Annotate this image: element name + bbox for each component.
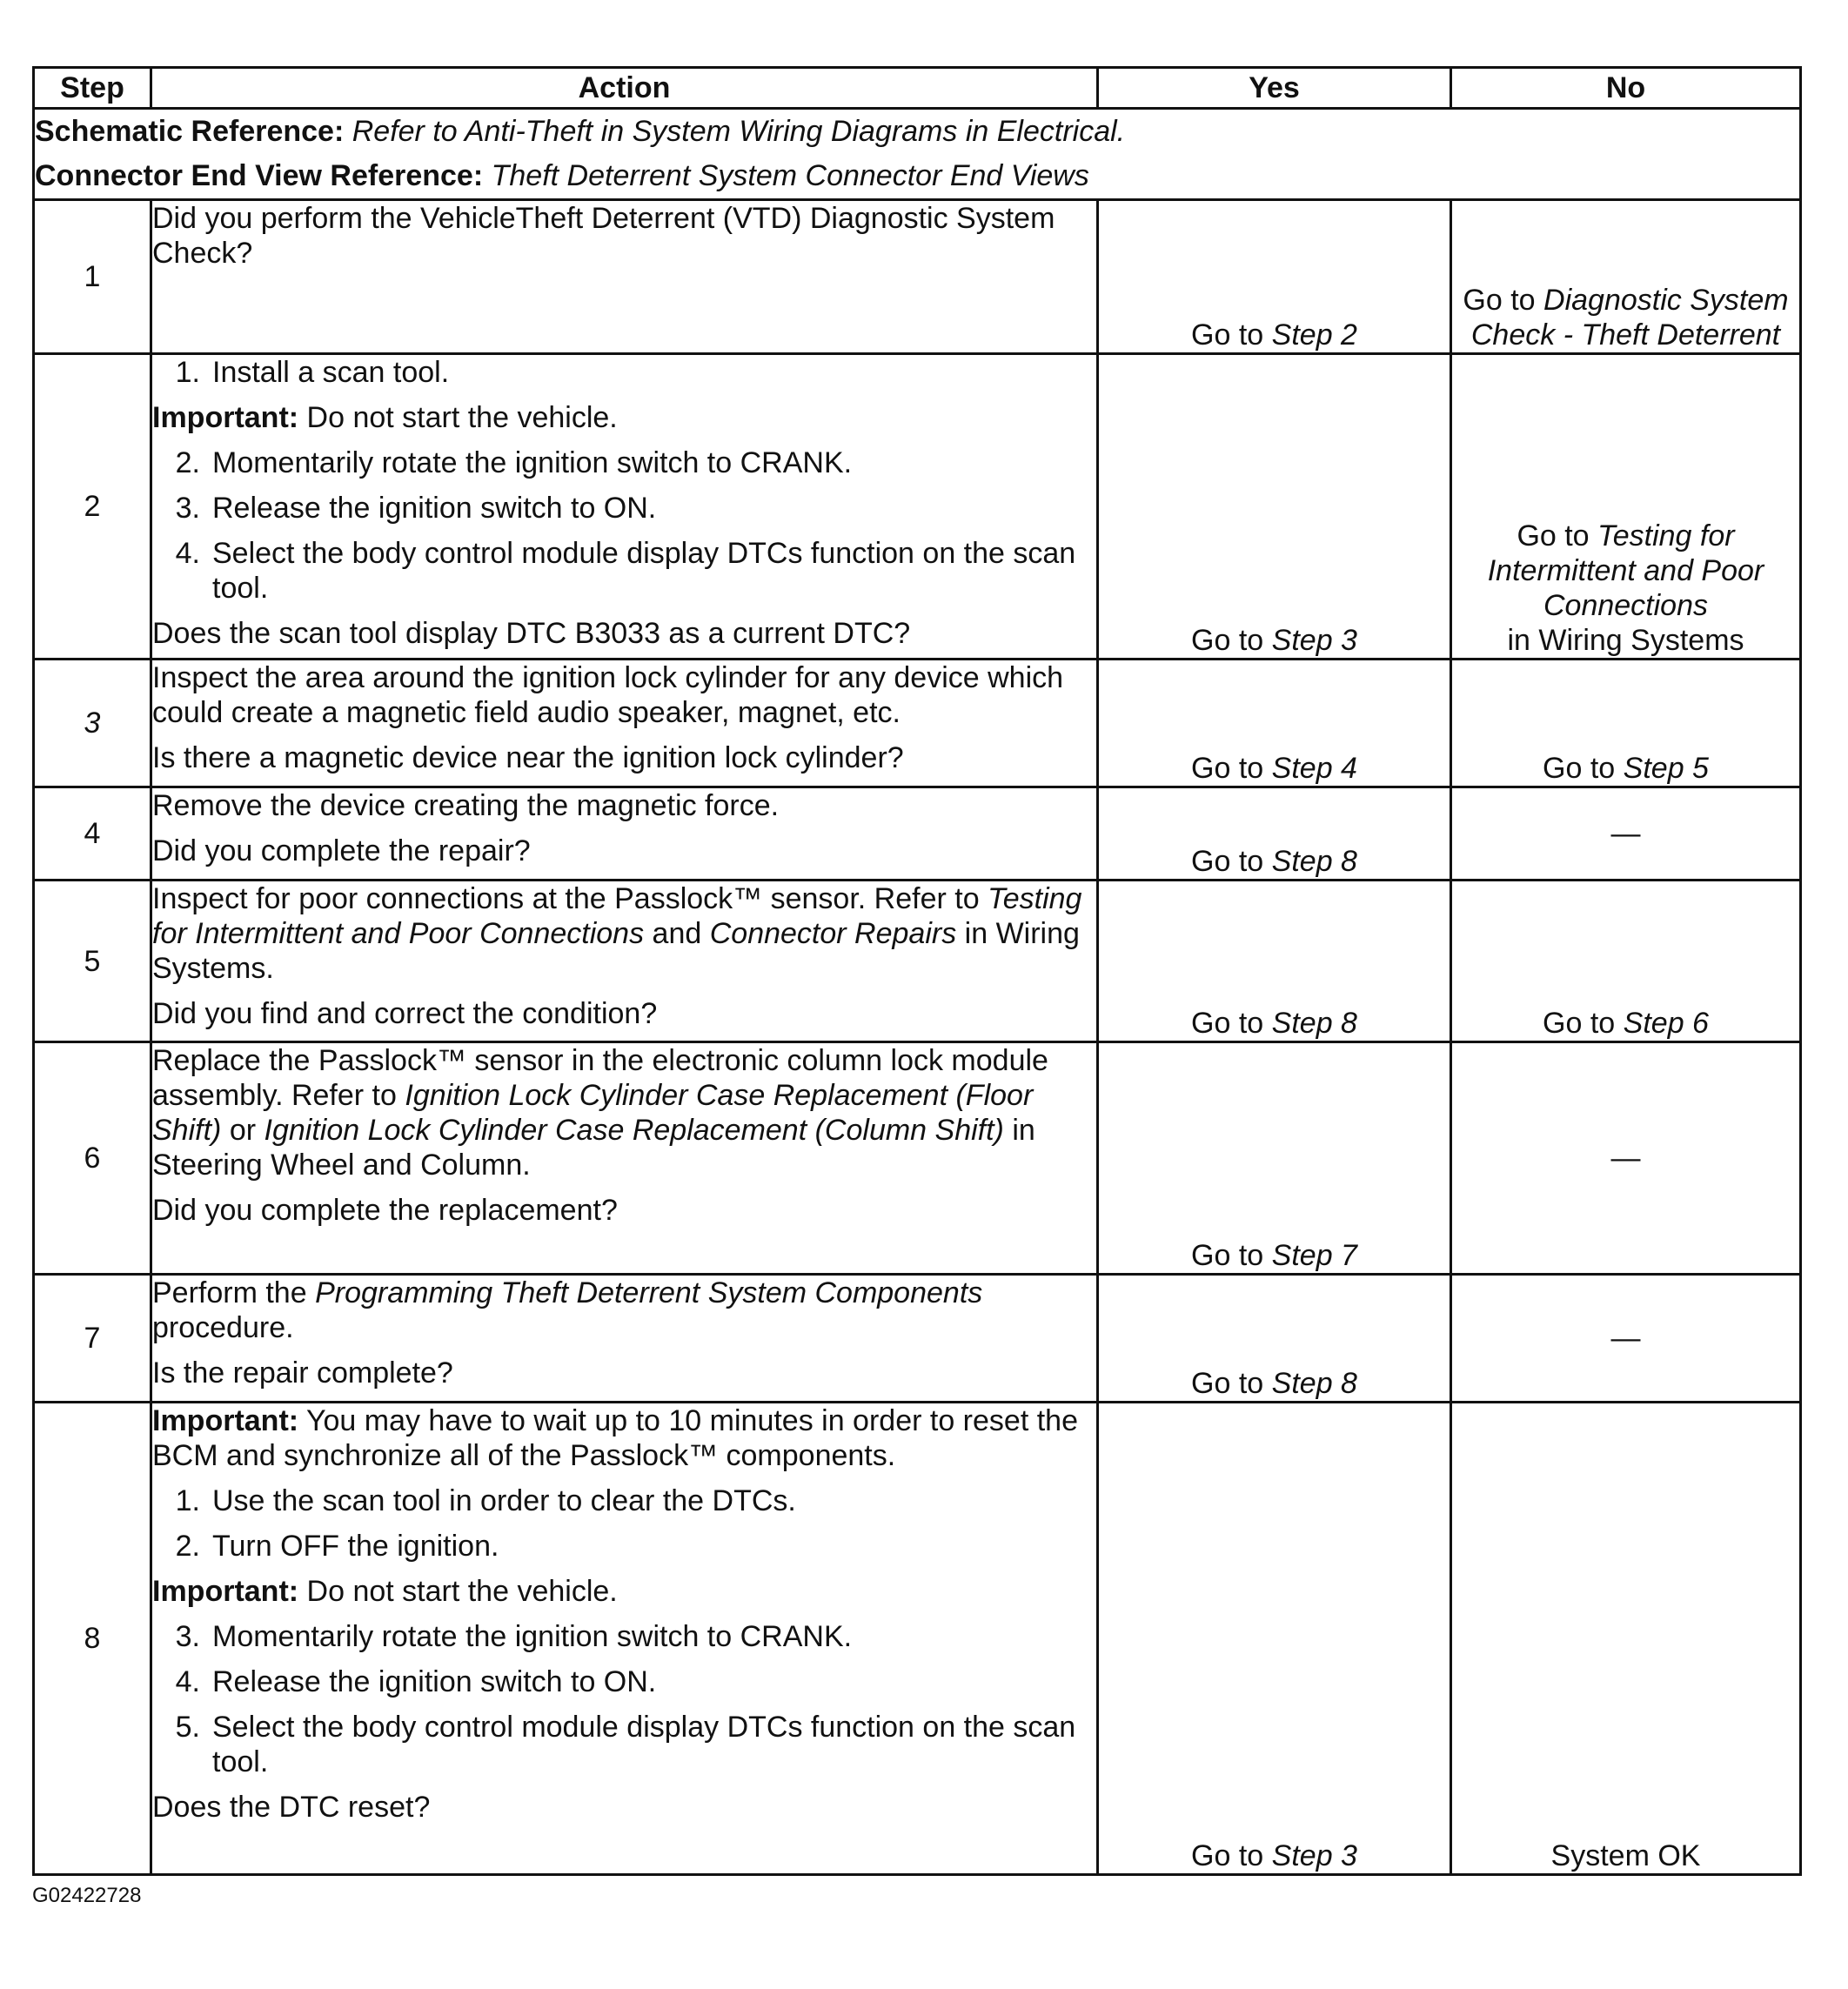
list-item: [152, 355, 1096, 390]
list-item: [152, 1483, 1096, 1518]
action-cell: [151, 1042, 1098, 1275]
action-cell: [151, 1275, 1098, 1403]
action-text-part: Inspect for poor connections at the Passlock™ sensor. Refer to: [152, 882, 980, 915]
action-text: Inspect the area around the ignition lock cylinder for any device which could create a magnetic field audio speaker, magnet, etc.: [152, 661, 1064, 729]
action-text-part: in Wiring Systems.: [152, 917, 1080, 985]
step-link: Step 6: [1623, 1007, 1709, 1040]
list-item: [152, 445, 1096, 480]
action-question: Did you find and correct the condition?: [152, 997, 658, 1030]
important-note: [152, 400, 1096, 435]
table-row: [34, 354, 1801, 660]
step-number: 5: [34, 881, 151, 1042]
action-question: Does the scan tool display DTC B3033 as a current DTC?: [152, 617, 911, 650]
list-text: Install a scan tool.: [212, 356, 450, 389]
important-label: Important:: [152, 1404, 299, 1437]
procedure-link: Testing for Intermittent and Poor Connections: [152, 882, 1082, 950]
go-to-text: Go to: [1191, 1239, 1264, 1272]
action-cell: [151, 660, 1098, 787]
step-number: 4: [34, 787, 151, 881]
table-row: [34, 1275, 1801, 1403]
action-question: Did you complete the repair?: [152, 834, 531, 867]
yes-cell: [1098, 1403, 1451, 1875]
diagnostic-table: [32, 66, 1802, 1876]
step-link: Step 8: [1271, 845, 1357, 878]
action-cell: [151, 787, 1098, 881]
yes-cell: [1098, 787, 1451, 881]
step-link: Step 2: [1271, 318, 1357, 352]
go-to-text: Go to: [1191, 318, 1264, 352]
no-cell: [1451, 660, 1801, 787]
table-row: [34, 787, 1801, 881]
go-to-text: Go to: [1463, 284, 1536, 317]
step-link: Step 8: [1271, 1367, 1357, 1400]
table-row: [34, 1042, 1801, 1275]
go-to-text: Go to: [1191, 752, 1264, 785]
action-text-part: Replace the Passlock™ sensor in the electronic column lock module assembly. Refer to: [152, 1044, 1048, 1112]
list-number: 1.: [175, 1484, 200, 1517]
step-link: Step 3: [1271, 1839, 1357, 1872]
yes-cell: [1098, 1275, 1451, 1403]
procedure-suffix: in Wiring Systems: [1507, 624, 1744, 657]
action-cell: [151, 354, 1098, 660]
action-question: Is the repair complete?: [152, 1356, 453, 1390]
step-link: Step 7: [1271, 1239, 1357, 1272]
list-number: 1.: [175, 356, 200, 389]
list-number: 4.: [175, 537, 200, 570]
yes-cell: [1098, 660, 1451, 787]
list-number: 5.: [175, 1711, 200, 1744]
list-item: [152, 536, 1096, 606]
action-text-part: Perform the: [152, 1276, 307, 1309]
connector-reference: [35, 154, 1799, 198]
no-cell: [1451, 881, 1801, 1042]
list-text: Momentarily rotate the ignition switch to CRANK.: [212, 1620, 853, 1653]
important-label: Important:: [152, 1575, 299, 1608]
action-text: [152, 1276, 1096, 1345]
no-cell: System OK: [1451, 1403, 1801, 1875]
go-to-text: Go to: [1191, 1367, 1264, 1400]
schematic-reference-label: Schematic Reference:: [35, 115, 345, 148]
reference-row: [34, 109, 1801, 200]
yes-cell: [1098, 200, 1451, 354]
procedure-link: Ignition Lock Cylinder Case Replacement (Floor Shift): [152, 1079, 1034, 1147]
step-number: 1: [34, 200, 151, 354]
important-note: [152, 1574, 1096, 1609]
step-link: Step 5: [1623, 752, 1709, 785]
yes-cell: [1098, 1042, 1451, 1275]
step-number: [34, 660, 151, 787]
action-question: Did you perform the VehicleTheft Deterrent (VTD) Diagnostic System Check?: [152, 202, 1055, 270]
action-text-part: in Steering Wheel and Column.: [152, 1114, 1035, 1182]
action-text: [152, 881, 1096, 986]
figure-id: G02422728: [32, 1884, 142, 1907]
action-question: Does the DTC reset?: [152, 1791, 431, 1824]
list-text: Select the body control module display DTCs function on the scan tool.: [212, 537, 1076, 605]
schematic-reference: [35, 110, 1799, 154]
procedure-link: Connector Repairs: [709, 917, 957, 950]
go-to-text: Go to: [1191, 624, 1264, 657]
step-number: 6: [34, 1042, 151, 1275]
conjunction: or: [229, 1114, 257, 1147]
important-label: Important:: [152, 401, 299, 434]
connector-reference-text: Theft Deterrent System Connector End Views: [491, 159, 1089, 192]
header-step: Step: [34, 68, 151, 109]
list-text: Turn OFF the ignition.: [212, 1530, 499, 1563]
action-text-part: procedure.: [152, 1311, 294, 1344]
table-header-row: [34, 68, 1801, 109]
action-text: [152, 1043, 1096, 1182]
list-number: 2.: [175, 446, 200, 479]
table-row: [34, 1403, 1801, 1875]
important-text: You may have to wait up to 10 minutes in order to reset the BCM and synchronize all of the Passlock™ components.: [152, 1404, 1078, 1472]
procedure-link: Diagnostic System Check - Theft Deterrent: [1470, 284, 1789, 352]
step-link: Step 8: [1271, 1007, 1357, 1040]
step-number-text: 3: [84, 707, 101, 740]
go-to-text: Go to: [1191, 1839, 1264, 1872]
no-cell: —: [1451, 1042, 1801, 1275]
table-row: [34, 881, 1801, 1042]
go-to-text: Go to: [1543, 1007, 1616, 1040]
conjunction: and: [652, 917, 702, 950]
header-no: No: [1451, 68, 1801, 109]
list-item: [152, 491, 1096, 526]
important-note: [152, 1403, 1096, 1473]
go-to-text: Go to: [1191, 845, 1264, 878]
reference-cell: [34, 109, 1801, 200]
list-item: [152, 1664, 1096, 1699]
header-action: Action: [151, 68, 1098, 109]
header-yes: Yes: [1098, 68, 1451, 109]
table-row: [34, 200, 1801, 354]
go-to-text: Go to: [1543, 752, 1616, 785]
go-to-text: Go to: [1517, 519, 1590, 552]
schematic-reference-text: Refer to Anti-Theft in System Wiring Diagrams in Electrical.: [352, 115, 1126, 148]
go-to-text: Go to: [1191, 1007, 1264, 1040]
step-number: 8: [34, 1403, 151, 1875]
procedure-link: Programming Theft Deterrent System Components: [315, 1276, 983, 1309]
procedure-link: Testing for Intermittent and Poor Connections: [1487, 519, 1764, 622]
list-item: [152, 1529, 1096, 1564]
yes-cell: [1098, 354, 1451, 660]
list-text: Release the ignition switch to ON.: [212, 1665, 657, 1698]
list-number: 2.: [175, 1530, 200, 1563]
step-link: Step 3: [1271, 624, 1357, 657]
list-text: Select the body control module display DTCs function on the scan tool.: [212, 1711, 1076, 1778]
list-item: [152, 1710, 1096, 1779]
step-link: Step 4: [1271, 752, 1357, 785]
action-cell: [151, 881, 1098, 1042]
no-cell: [1451, 200, 1801, 354]
action-cell: [151, 1403, 1098, 1875]
action-question: Is there a magnetic device near the ignition lock cylinder?: [152, 741, 904, 774]
table-row: [34, 660, 1801, 787]
action-cell: [151, 200, 1098, 354]
step-number: 2: [34, 354, 151, 660]
list-number: 4.: [175, 1665, 200, 1698]
list-text: Use the scan tool in order to clear the DTCs.: [212, 1484, 796, 1517]
no-cell: —: [1451, 1275, 1801, 1403]
procedure-link: Ignition Lock Cylinder Case Replacement (Column Shift): [264, 1114, 1004, 1147]
list-number: 3.: [175, 492, 200, 525]
yes-cell: [1098, 881, 1451, 1042]
important-text: Do not start the vehicle.: [306, 401, 618, 434]
action-question: Did you complete the replacement?: [152, 1194, 618, 1227]
no-cell: —: [1451, 787, 1801, 881]
list-number: 3.: [175, 1620, 200, 1653]
list-text: Momentarily rotate the ignition switch to CRANK.: [212, 446, 853, 479]
step-number: 7: [34, 1275, 151, 1403]
action-text: Remove the device creating the magnetic force.: [152, 789, 780, 822]
list-text: Release the ignition switch to ON.: [212, 492, 657, 525]
important-text: Do not start the vehicle.: [306, 1575, 618, 1608]
list-item: [152, 1619, 1096, 1654]
connector-reference-label: Connector End View Reference:: [35, 159, 484, 192]
no-cell: [1451, 354, 1801, 660]
